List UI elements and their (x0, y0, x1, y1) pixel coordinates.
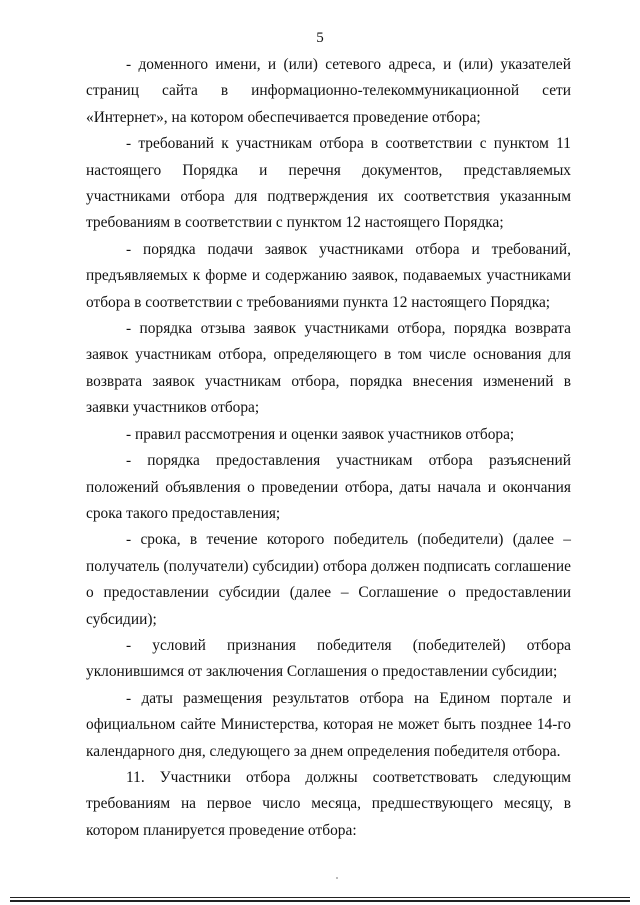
document-body (86, 52, 571, 844)
paragraph-clarifications: - порядка предоставления участникам отбора разъяснений положений объявления о проведении отбора, даты начала и окончания срока такого предоставления; (86, 452, 571, 522)
paragraph-agreement-deadline: - срока, в течение которого победитель (победители) (далее – получатель (получатели) субсидии) отбора должен подписать соглашение о предоставлении субсидии (далее – Соглашение о предоставлении субсидии); (86, 531, 571, 628)
paragraph-application-submission: - порядка подачи заявок участниками отбора и требований, предъявляемых к форме и содержанию заявок, подаваемых участниками отбора в соответствии с требованиями пункта 12 настоящего Порядка; (86, 240, 571, 311)
paragraph-review-rules: - правил рассмотрения и оценки заявок участников отбора; (126, 425, 515, 443)
paragraph-winner-evasion: - условий признания победителя (победителей) отбора уклонившимся от заключения Соглашения о предоставлении субсидии; (86, 636, 571, 681)
paragraph-participant-requirements: - требований к участникам отбора в соответствии с пунктом 11 настоящего Порядка и перечня документов, представляемых участниками отбора для подтверждения их соответствия указанным требованиям в соответствии с пунктом 12 настоящего Порядка; (86, 135, 571, 232)
paragraph-application-withdrawal: - порядка отзыва заявок участниками отбора, порядка возврата заявок участникам отбора, определяющего в том числе основания для возврата заявок участникам отбора, порядка внесения изменений в заявки участников отбора; (86, 320, 571, 417)
scan-speck (336, 877, 338, 879)
page-number: 5 (316, 30, 324, 46)
paragraph-domain-name: - доменного имени, и (или) сетевого адреса, и (или) указателей страниц сайта в информационно-телекоммуникационной сети «Интернет», на котором обеспечивается проведение отбора; (86, 56, 571, 126)
paragraph-results-publication: - даты размещения результатов отбора на Едином портале и официальном сайте Министерства, которая не может быть позднее 14-го календарного дня, следующего за днем определения победителя отбора. (86, 689, 571, 760)
scan-edge-line-bottom (10, 900, 630, 902)
paragraph-item-11: 11. Участники отбора должны соответствовать следующим требованиям на первое число месяца, предшествующего месяцу, в котором планируется проведение отбора: (86, 768, 571, 839)
scan-edge-line (10, 897, 630, 898)
